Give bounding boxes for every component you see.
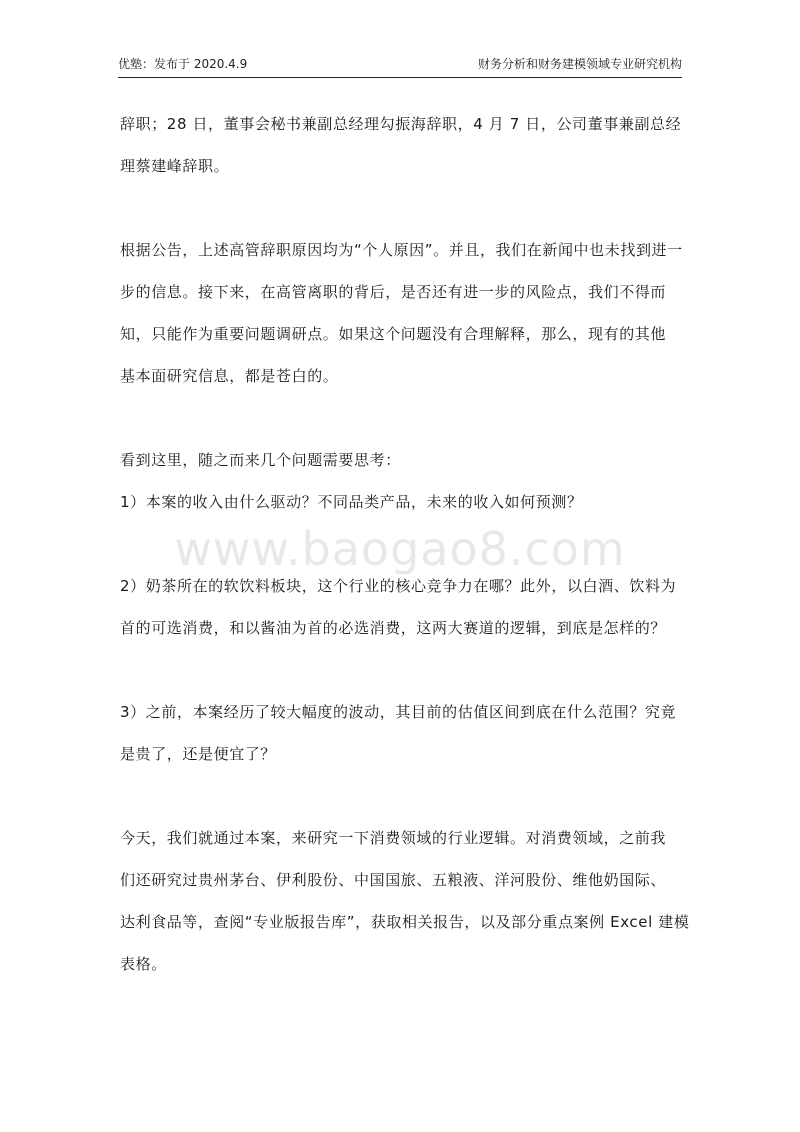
text-line: 1）本案的收入由什么驱动？不同品类产品，未来的收入如何预测？ — [120, 493, 583, 511]
paragraph-question-3 — [120, 691, 690, 775]
paragraph-questions-intro — [120, 439, 690, 523]
text-line: 表格。 — [120, 955, 167, 973]
text-line: 根据公告，上述高管辞职原因均为“个人原因”。并且，我们在新闻中也未找到进一 — [120, 241, 683, 259]
text-line: 首的可选消费，和以酱油为首的必选消费，这两大赛道的逻辑，到底是怎样的？ — [120, 619, 667, 637]
paragraph-question-2 — [120, 565, 690, 649]
header-publish-info: 优塾：发布于 2020.4.9 — [118, 57, 248, 71]
text-line: 今天，我们就通过本案，来研究一下消费领域的行业逻辑。对消费领域，之前我 — [120, 829, 667, 847]
page-header — [118, 55, 682, 78]
text-line: 是贵了，还是便宜了？ — [120, 745, 277, 763]
text-line: 看到这里，随之而来几个问题需要思考： — [120, 451, 401, 469]
text-line: 理蔡建峰辞职。 — [120, 157, 230, 175]
document-body — [120, 103, 690, 985]
watermark-text: www.baogao8.com — [174, 522, 626, 576]
paragraph-announcement — [120, 229, 690, 397]
text-line: 们还研究过贵州茅台、伊利股份、中国国旅、五粮液、洋河股份、维他奶国际、 — [120, 871, 667, 889]
text-line: 基本面研究信息，都是苍白的。 — [120, 367, 339, 385]
paragraph-conclusion — [120, 817, 690, 985]
text-line: 3）之前，本案经历了较大幅度的波动，其目前的估值区间到底在什么范围？究竟 — [120, 703, 677, 721]
text-line: 达利食品等，查阅“专业版报告库”，获取相关报告，以及部分重点案例 Excel 建模 — [120, 913, 690, 931]
text-line: 步的信息。接下来，在高管离职的背后，是否还有进一步的风险点，我们不得而 — [120, 283, 667, 301]
text-line: 辞职；28 日，董事会秘书兼副总经理勾振海辞职，4 月 7 日，公司董事兼副总经 — [120, 115, 682, 133]
header-organization: 财务分析和财务建模领域专业研究机构 — [477, 57, 682, 71]
text-line: 知，只能作为重要问题调研点。如果这个问题没有合理解释，那么，现有的其他 — [120, 325, 667, 343]
text-line: 2）奶茶所在的软饮料板块，这个行业的核心竞争力在哪？此外，以白酒、饮料为 — [120, 577, 677, 595]
paragraph-resignations — [120, 103, 690, 187]
